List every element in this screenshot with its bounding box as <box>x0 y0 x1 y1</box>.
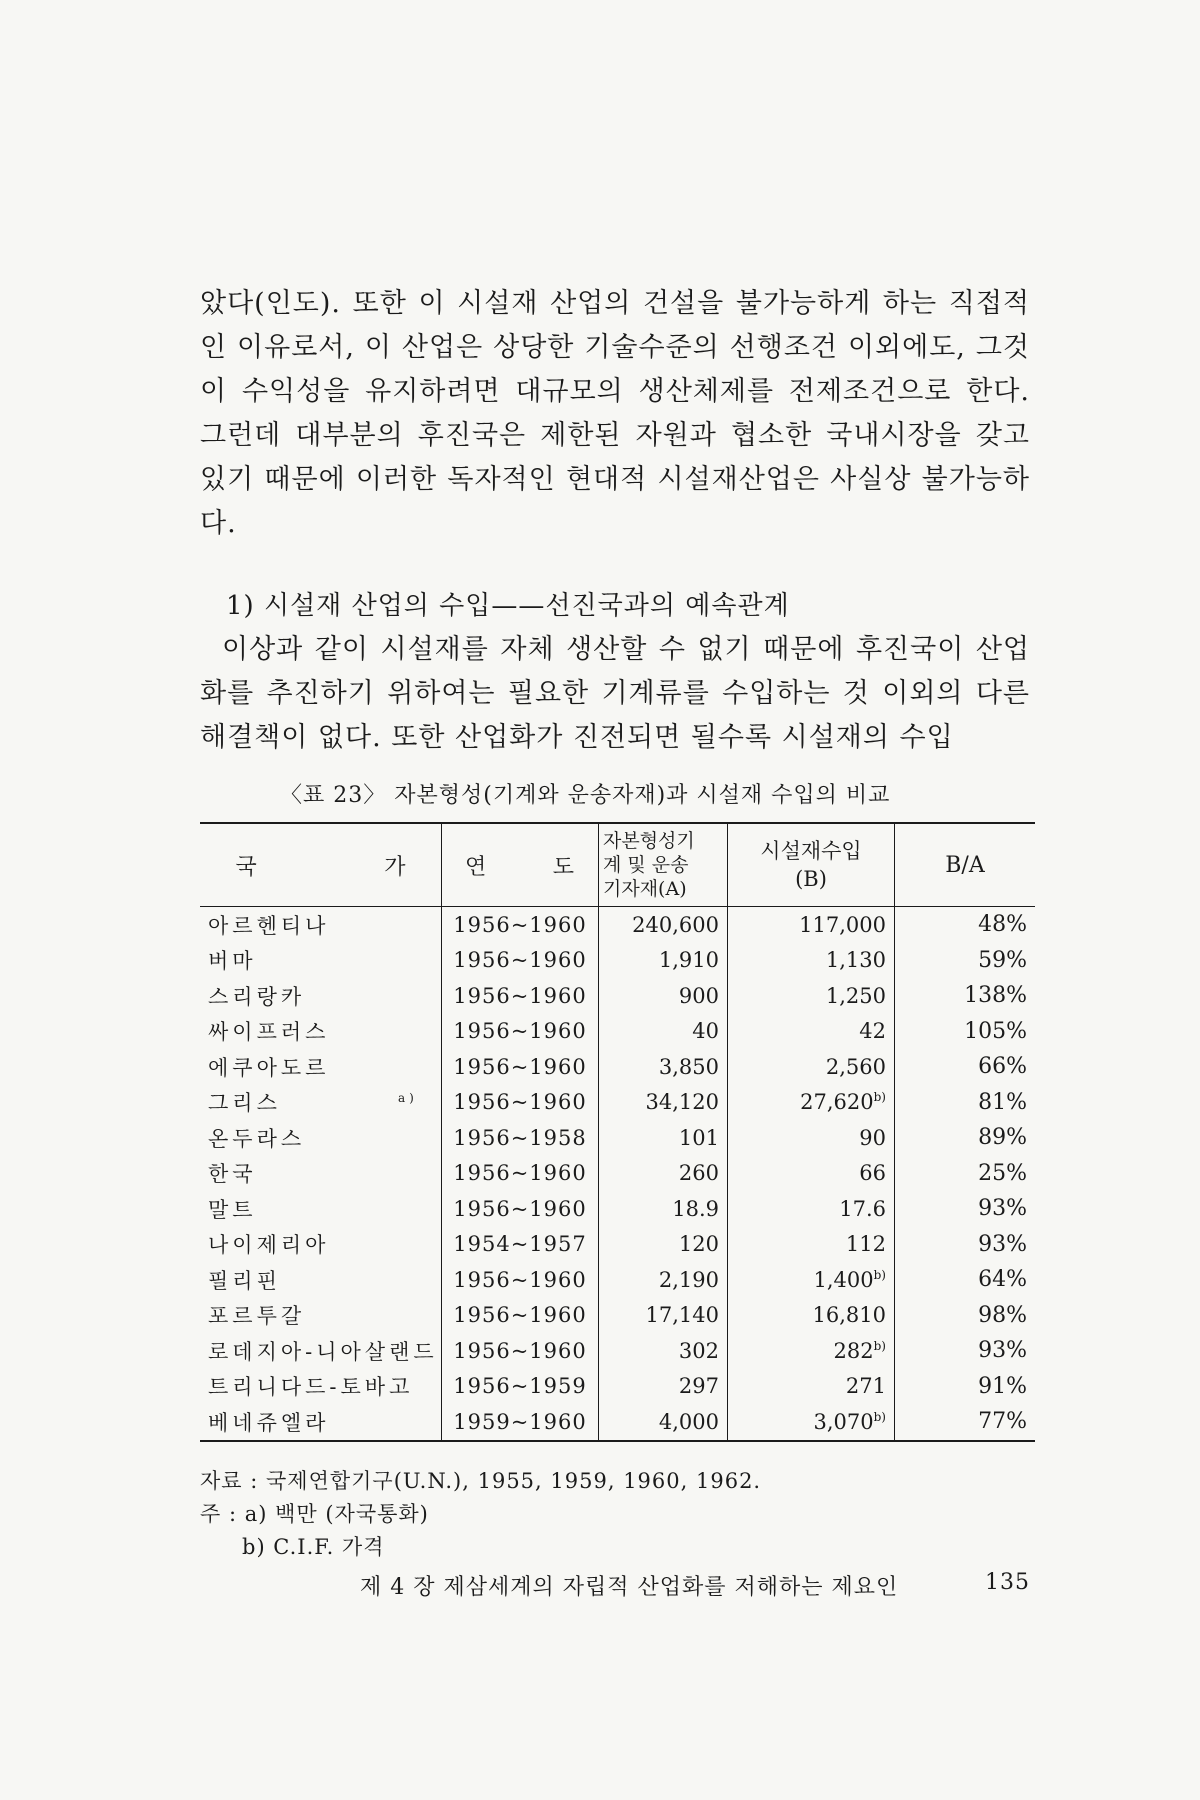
cell-equipment-imports: 112 <box>728 1227 895 1263</box>
cell-country: 로데지아-니아살랜드 <box>200 1333 442 1369</box>
header-capital-formation: 자본형성기 계 및 운송 기자재(A) <box>599 823 728 907</box>
cell-ratio: 91% <box>978 1373 1027 1399</box>
cell-year: 1956~1960 <box>442 1262 599 1298</box>
cell-country: 베네쥬엘라 <box>200 1404 442 1441</box>
header-country: 국 가 <box>200 823 442 907</box>
section-heading: 1) 시설재 산업의 수입——선진국과의 예속관계 <box>226 591 790 621</box>
page-number: 135 <box>985 1570 1030 1595</box>
cell-year: 1956~1960 <box>442 1085 599 1121</box>
cell-capital-formation: 2,190 <box>599 1262 728 1298</box>
body-paragraph-1: 았다(인도). 또한 이 시설재 산업의 건설을 불가능하게 하는 직접적인 이유로서, 이 산업은 상당한 기술수준의 선행조건 이외에도, 그것이 수익성을 유지하려면 대규모의 생산체제를 전제조건으로 한다. 그런데 대부분의 후진국은 제한된 자원과 협소한 국내시장을 갖고 있기 때문에 이러한 독자적인 현대적 시설재산업은 사실상 불가능하다. <box>200 288 1030 539</box>
cell-year: 1956~1960 <box>442 1191 599 1227</box>
page-footer <box>360 1570 1030 1601</box>
header-ratio: B/A <box>945 852 985 878</box>
table-row <box>200 978 1035 1014</box>
cell-equipment-imports: 90 <box>728 1120 895 1156</box>
cell-ratio: 93% <box>978 1338 1027 1364</box>
cell-capital-formation: 900 <box>599 978 728 1014</box>
cell-country: 온두라스 <box>200 1120 442 1156</box>
table-row <box>200 907 1035 943</box>
footnote-a: 주 : a) 백만 (자국통화) <box>200 1502 429 1526</box>
comparison-table <box>200 822 1035 1442</box>
cell-year: 1959~1960 <box>442 1404 599 1441</box>
cell-capital-formation: 40 <box>599 1014 728 1050</box>
cell-capital-formation: 3,850 <box>599 1049 728 1085</box>
cell-capital-formation: 17,140 <box>599 1298 728 1334</box>
cell-country: 포르투갈 <box>200 1298 442 1334</box>
cell-capital-formation: 101 <box>599 1120 728 1156</box>
table-row <box>200 1298 1035 1334</box>
cell-year: 1956~1960 <box>442 1298 599 1334</box>
table-row <box>200 1227 1035 1263</box>
cell-year: 1956~1960 <box>442 978 599 1014</box>
cell-equipment-imports: 17.6 <box>728 1191 895 1227</box>
cell-ratio: 25% <box>978 1160 1027 1186</box>
cell-country: 스리랑카 <box>200 978 442 1014</box>
cell-capital-formation: 240,600 <box>599 907 728 943</box>
table-row <box>200 1120 1035 1156</box>
table-header-row <box>200 823 1035 907</box>
cell-country: 싸이프러스 <box>200 1014 442 1050</box>
table-notes <box>200 1465 761 1564</box>
cell-equipment-imports: 1,400$^{b)}$ <box>728 1262 895 1298</box>
cell-ratio: 81% <box>978 1089 1027 1115</box>
cell-capital-formation: 120 <box>599 1227 728 1263</box>
cell-country: 필리핀 <box>200 1262 442 1298</box>
cell-year: 1954~1957 <box>442 1227 599 1263</box>
table-row <box>200 1404 1035 1441</box>
cell-year: 1956~1958 <box>442 1120 599 1156</box>
cell-equipment-imports: 2,560 <box>728 1049 895 1085</box>
cell-year: 1956~1960 <box>442 943 599 979</box>
cell-ratio: 93% <box>978 1196 1027 1222</box>
cell-country: 에쿠아도르 <box>200 1049 442 1085</box>
table-row <box>200 1262 1035 1298</box>
cell-ratio: 89% <box>978 1125 1027 1151</box>
cell-equipment-imports: 271 <box>728 1369 895 1405</box>
cell-capital-formation: 302 <box>599 1333 728 1369</box>
cell-ratio: 66% <box>978 1054 1027 1080</box>
cell-equipment-imports: 1,130 <box>728 943 895 979</box>
cell-ratio: 138% <box>964 983 1027 1009</box>
table-caption: 〈표 23〉 자본형성(기계와 운송자재)과 시설재 수입의 비교 <box>280 783 891 808</box>
cell-country: 버마 <box>200 943 442 979</box>
cell-ratio: 105% <box>964 1018 1027 1044</box>
cell-country: 그리스 $^{a)}$ <box>200 1085 442 1121</box>
cell-equipment-imports: 66 <box>728 1156 895 1192</box>
header-equipment-imports: 시설재수입 (B) <box>728 823 895 907</box>
cell-equipment-imports: 16,810 <box>728 1298 895 1334</box>
table-row <box>200 1369 1035 1405</box>
cell-capital-formation: 260 <box>599 1156 728 1192</box>
cell-capital-formation: 1,910 <box>599 943 728 979</box>
cell-country: 나이제리아 <box>200 1227 442 1263</box>
cell-year: 1956~1960 <box>442 1156 599 1192</box>
cell-year: 1956~1960 <box>442 907 599 943</box>
cell-equipment-imports: 1,250 <box>728 978 895 1014</box>
table-row <box>200 1191 1035 1227</box>
cell-ratio: 59% <box>978 947 1027 973</box>
footnote-marker: b) <box>873 1090 886 1105</box>
body-paragraph-2: 이상과 같이 시설재를 자체 생산할 수 없기 때문에 후진국이 산업화를 추진하기 위하여는 필요한 기계류를 수입하는 것 이외의 다른 해결책이 없다. 또한 산업화가 진전되면 될수록 시설재의 수입 <box>200 634 1030 753</box>
cell-equipment-imports: 42 <box>728 1014 895 1050</box>
table-row <box>200 1049 1035 1085</box>
source-note: 자료 : 국제연합기구(U.N.), 1955, 1959, 1960, 1962. <box>200 1469 762 1493</box>
cell-ratio: 93% <box>978 1231 1027 1257</box>
cell-year: 1956~1960 <box>442 1333 599 1369</box>
table-row <box>200 1156 1035 1192</box>
table-body <box>200 907 1035 1441</box>
cell-equipment-imports: 117,000 <box>728 907 895 943</box>
cell-year: 1956~1960 <box>442 1014 599 1050</box>
footnote-marker: b) <box>873 1409 886 1424</box>
cell-country: 아르헨티나 <box>200 907 442 943</box>
footnote-marker: a) <box>398 1091 418 1106</box>
cell-country: 트리니다드-토바고 <box>200 1369 442 1405</box>
cell-equipment-imports: 3,070$^{b)}$ <box>728 1404 895 1441</box>
cell-ratio: 98% <box>978 1302 1027 1328</box>
footnote-marker: b) <box>873 1267 886 1282</box>
table-row <box>200 943 1035 979</box>
cell-equipment-imports: 27,620$^{b)}$ <box>728 1085 895 1121</box>
cell-ratio: 77% <box>895 1404 1036 1441</box>
cell-ratio: 64% <box>978 1267 1027 1293</box>
table-row <box>200 1014 1035 1050</box>
cell-capital-formation: 297 <box>599 1369 728 1405</box>
chapter-title: 제 4 장 제삼세계의 자립적 산업화를 저해하는 제요인 <box>360 1575 899 1600</box>
cell-country: 한국 <box>200 1156 442 1192</box>
cell-year: 1956~1959 <box>442 1369 599 1405</box>
table-row <box>200 1333 1035 1369</box>
cell-capital-formation: 18.9 <box>599 1191 728 1227</box>
cell-ratio: 48% <box>978 912 1027 938</box>
cell-capital-formation: 4,000 <box>599 1404 728 1441</box>
cell-equipment-imports: 282$^{b)}$ <box>728 1333 895 1369</box>
header-year: 연 도 <box>442 823 599 907</box>
footnote-marker: b) <box>873 1338 886 1353</box>
footnote-b: b) C.I.F. 가격 <box>242 1535 385 1559</box>
cell-capital-formation: 34,120 <box>599 1085 728 1121</box>
cell-country: 말트 <box>200 1191 442 1227</box>
cell-year: 1956~1960 <box>442 1049 599 1085</box>
table-row <box>200 1085 1035 1121</box>
